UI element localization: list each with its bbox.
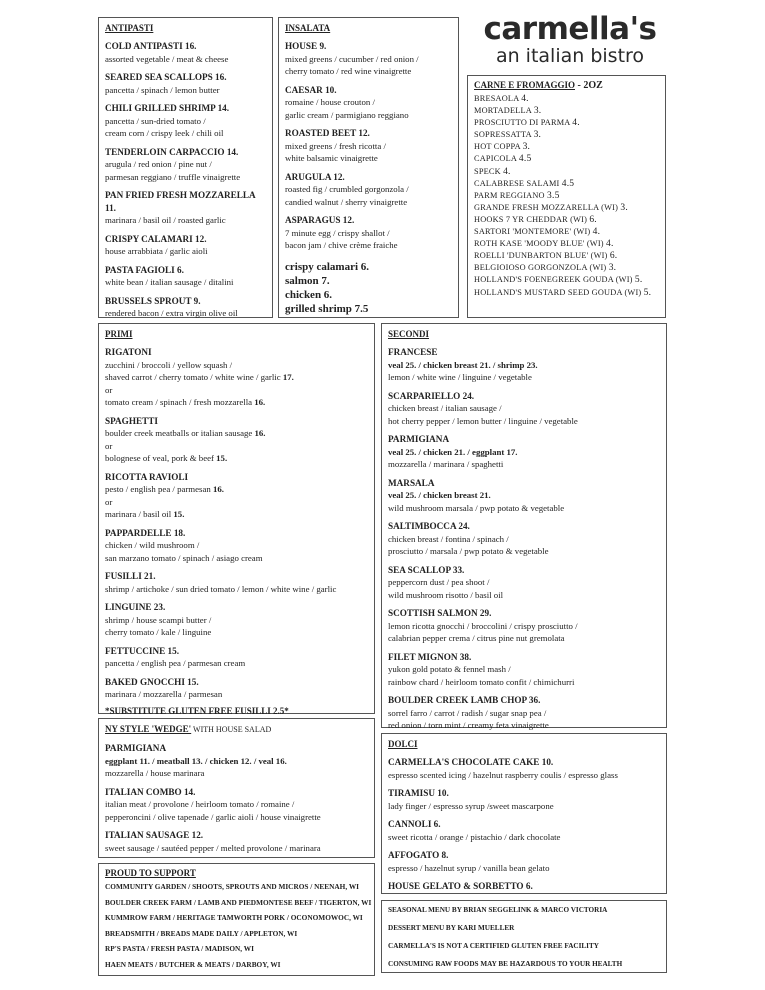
item-description: marinara / basil oil / roasted garlic xyxy=(105,215,226,225)
item-name: RICOTTA RAVIOLI xyxy=(105,471,189,482)
menu-item xyxy=(388,787,660,812)
menu-item xyxy=(388,880,660,893)
item-name: CANNOLI 6. xyxy=(388,819,441,829)
item-name: ARUGULA 12. xyxy=(285,171,345,182)
carne-item xyxy=(474,166,659,178)
item-name: COLD ANTIPASTI 16. xyxy=(105,41,197,51)
item-name: TENDERLOIN CARPACCIO 14. xyxy=(105,146,239,157)
item-name: BAKED GNOCCHI 15. xyxy=(105,676,199,687)
carne-item-price: 6. xyxy=(609,251,618,262)
menu-item xyxy=(105,295,266,320)
item-description: candied walnut / sherry vinaigrette xyxy=(285,196,408,207)
menu-notes xyxy=(388,901,660,973)
item-description xyxy=(105,452,368,465)
item-description: white bean / italian sausage / ditalini xyxy=(105,277,234,287)
menu-item xyxy=(105,742,368,780)
item-description: mozzarella / marinara / spaghetti xyxy=(388,459,504,469)
supplier-line: BOULDER CREEK FARM / LAMB AND PIEDMONTESE BEEF / TIGERTON, WI xyxy=(105,897,372,907)
menu-item xyxy=(285,40,452,78)
carne-item xyxy=(474,202,659,214)
item-name: CHILI GRILLED SHRIMP 14. xyxy=(105,103,230,113)
primi-items xyxy=(105,346,368,701)
item-description: or xyxy=(105,496,113,507)
menu-item xyxy=(105,264,266,289)
menu-item xyxy=(388,390,660,428)
item-name: FILET MIGNON 38. xyxy=(388,651,472,662)
item-description: hot cherry pepper / lemon butter / linguine / vegetable xyxy=(388,415,578,426)
item-description: wild mushroom marsala / pwp potato & vegetable xyxy=(388,502,565,513)
carne-item-name: HOT COPPA xyxy=(474,142,521,152)
carne-item-price: 5. xyxy=(643,287,652,298)
item-description: house arrabbiata / garlic aioli xyxy=(105,246,208,256)
item-price: 15. xyxy=(173,509,185,519)
carne-item-name: CALABRESE SALAMI xyxy=(474,178,560,188)
menu-item xyxy=(105,189,266,227)
section-title: NY STYLE 'WEDGE' xyxy=(105,724,192,734)
section-title: PRIMI xyxy=(105,329,133,339)
carne-item xyxy=(474,287,659,299)
item-prices: veal 25. / chicken 21. / eggplant 17. xyxy=(388,446,518,457)
carne-item-price: 3. xyxy=(620,202,628,213)
carne-item-name: SARTORI 'MONTEMORE' (WI) xyxy=(474,227,591,237)
menu-item xyxy=(285,171,452,209)
carne-item-price: 3. xyxy=(533,130,542,141)
menu-item xyxy=(105,40,266,65)
carne-item-price: 3. xyxy=(522,142,531,153)
carne-item-price: 4. xyxy=(503,166,511,177)
salad-addons xyxy=(285,260,452,316)
item-name: PAN FRIED FRESH MOZZARELLA 11. xyxy=(105,190,256,213)
carne-item-name: BELGIOIOSO GORGONZOLA (WI) xyxy=(474,263,607,273)
carne-item-price: 4. xyxy=(572,118,580,129)
item-description: italian meat / provolone / heirloom tomato / romaine / xyxy=(105,799,295,809)
item-description: cherry tomato / red wine vinaigrette xyxy=(285,66,412,76)
menu-item xyxy=(105,676,368,701)
dolci-section xyxy=(381,733,667,894)
description-text: bolognese of veal, pork & beef xyxy=(105,453,217,463)
item-description: san marzano tomato / spinach / asiago cream xyxy=(105,552,263,563)
item-name: PARMIGIANA xyxy=(105,743,167,753)
item-description: wild mushroom risotto / basil oil xyxy=(388,589,504,600)
item-name: FUSILLI 21. xyxy=(105,571,156,581)
item-description: pepperoncini / olive tapenade / garlic aioli / house vinaigrette xyxy=(105,811,321,822)
carne-item xyxy=(474,141,659,153)
menu-item xyxy=(105,71,266,96)
carne-item xyxy=(474,178,659,190)
item-description: white balsamic vinaigrette xyxy=(285,153,378,163)
item-description: rendered bacon / extra virgin olive oil xyxy=(105,308,238,318)
item-description: assorted vegetable / meat & cheese xyxy=(105,53,229,64)
item-description: mixed greens / cucumber / red onion / xyxy=(285,53,419,64)
note-line: DESSERT MENU BY KARI MUELLER xyxy=(388,924,515,932)
item-description: rainbow chard / heirloom tomato confit / chimichurri xyxy=(388,676,575,687)
carne-fromaggio-section xyxy=(467,75,666,318)
item-description: lemon / white wine / linguine / vegetable xyxy=(388,372,532,382)
menu-item xyxy=(388,756,660,781)
carne-item xyxy=(474,117,659,129)
menu-item xyxy=(285,127,452,165)
item-description: mixed greens / fresh ricotta / xyxy=(285,140,386,151)
carne-item-price: 5. xyxy=(634,275,643,286)
item-name: MARSALA xyxy=(388,477,435,488)
item-name: SCOTTISH SALMON 29. xyxy=(388,608,492,618)
item-description xyxy=(105,427,368,440)
carne-item xyxy=(474,214,659,226)
description-text: tomato cream / spinach / fresh mozzarella xyxy=(105,397,255,407)
menu-item xyxy=(285,84,452,122)
item-name: PASTA FAGIOLI 6. xyxy=(105,264,184,275)
carne-item-name: HOOKS 7 YR CHEDDAR (WI) xyxy=(474,214,588,224)
carne-item xyxy=(474,129,659,141)
item-description: parmesan reggiano / truffle vinaigrette xyxy=(105,171,241,182)
section-subtitle: WITH HOUSE SALAD xyxy=(191,725,272,734)
salad-addon: chicken 6. xyxy=(285,288,333,301)
menu-item xyxy=(388,433,660,471)
item-description: cream corn / crispy leek / chili oil xyxy=(105,128,224,138)
item-description: chicken breast / fontina / spinach / xyxy=(388,533,509,544)
item-description: roasted fig / crumbled gorgonzola / xyxy=(285,184,409,194)
menu-item xyxy=(105,601,368,639)
item-description: red onion / torn mint / creamy feta vinaigrette xyxy=(388,720,549,730)
notes-section xyxy=(381,900,667,973)
item-description: cherry tomato / kale / linguine xyxy=(105,627,212,637)
item-description: arugula / red onion / pine nut / xyxy=(105,159,212,169)
carne-item-name: PROSCIUTTO DI PARMA xyxy=(474,118,571,128)
item-description xyxy=(105,396,368,409)
item-description: bacon jam / chive crème fraiche xyxy=(285,240,398,250)
wedge-items xyxy=(105,742,368,854)
antipasti-items xyxy=(105,40,266,320)
menu-item xyxy=(388,520,660,558)
item-prices: veal 25. / chicken breast 21. xyxy=(388,490,491,500)
item-name: BOULDER CREEK LAMB CHOP 36. xyxy=(388,695,541,705)
menu-item xyxy=(105,527,368,565)
dolci-items xyxy=(388,756,660,893)
carne-item xyxy=(474,93,659,105)
item-description xyxy=(105,371,368,384)
menu-item xyxy=(105,415,368,465)
item-name: SPAGHETTI xyxy=(105,415,158,426)
item-description xyxy=(105,508,368,521)
carne-item xyxy=(474,262,659,274)
carne-item-name: GRANDE FRESH MOZZARELLA (WI) xyxy=(474,202,619,212)
section-title: DOLCI xyxy=(388,739,418,749)
item-description: mozzarella / house marinara xyxy=(105,768,205,778)
carne-item-name: HOLLAND'S MUSTARD SEED GOUDA (WI) xyxy=(474,287,642,297)
menu-item xyxy=(388,564,660,602)
menu-item xyxy=(105,570,368,595)
item-description: shrimp / house scampi butter / xyxy=(105,614,212,625)
item-name: ITALIAN COMBO 14. xyxy=(105,786,196,797)
menu-item xyxy=(388,849,660,874)
section-title: INSALATA xyxy=(285,23,331,33)
menu-item xyxy=(105,233,266,258)
salad-addon: grilled shrimp 7.5 xyxy=(285,302,369,315)
carne-item xyxy=(474,190,659,202)
insalata-items xyxy=(285,40,452,252)
item-name: PAPPARDELLE 18. xyxy=(105,527,186,538)
item-description: calabrian pepper crema / citrus pine nut gremolata xyxy=(388,633,565,643)
description-text: marinara / basil oil xyxy=(105,509,174,519)
item-description: sorrel farro / carrot / radish / sugar snap pea / xyxy=(388,707,547,718)
item-name: CAESAR 10. xyxy=(285,84,337,95)
description-text: shaved carrot / cherry tomato / white wine / garlic xyxy=(105,372,283,382)
item-name: FRANCESE xyxy=(388,347,438,357)
carne-item-price: 4. xyxy=(606,239,614,250)
item-description: espresso scented icing / hazelnut raspberry coulis / espresso glass xyxy=(388,769,618,780)
item-description: or xyxy=(105,440,113,451)
note-line: SEASONAL MENU BY BRIAN SEGGELINK & MARCO VICTORIA xyxy=(388,906,608,914)
primi-section xyxy=(98,323,375,714)
menu-item xyxy=(388,694,660,732)
carne-item xyxy=(474,226,659,238)
item-price: 15. xyxy=(216,453,228,463)
salad-addon: salmon 7. xyxy=(285,274,330,287)
description-text: pesto / english pea / parmesan xyxy=(105,484,213,494)
wedge-section xyxy=(98,718,375,858)
section-title: CARNE E FROMAGGIO xyxy=(474,80,575,90)
menu-item xyxy=(388,607,660,645)
logo-name: carmella's xyxy=(483,11,657,47)
item-description: prosciutto / marsala / pwp potato & vegetable xyxy=(388,546,549,556)
item-description: chicken / wild mushroom / xyxy=(105,540,200,550)
supplier-line: HAEN MEATS / BUTCHER & MEATS / DARBOY, WI xyxy=(105,959,281,969)
carne-item xyxy=(474,105,659,117)
logo-tagline: an italian bistro xyxy=(495,45,645,67)
menu-item xyxy=(388,651,660,689)
item-description: shrimp / artichoke / sun dried tomato / lemon / white wine / garlic xyxy=(105,583,337,594)
description-text: boulder creek meatballs or italian sausage xyxy=(105,428,255,438)
supplier-list xyxy=(105,879,372,972)
item-description: peppercorn dust / pea shoot / xyxy=(388,577,490,587)
item-description: 7 minute egg / crispy shallot / xyxy=(285,227,390,238)
carne-item-price: 3.5 xyxy=(547,190,560,201)
carne-item-price: 4. xyxy=(521,94,529,104)
menu-item xyxy=(105,146,266,184)
menu-item xyxy=(285,214,452,252)
menu-item xyxy=(388,477,660,515)
item-description: or xyxy=(105,384,113,395)
carne-item-name: PARM REGGIANO xyxy=(474,190,545,200)
carne-item-price: 6. xyxy=(589,214,597,225)
menu-item xyxy=(105,786,368,824)
item-name: SEA SCALLOP 33. xyxy=(388,564,465,575)
carne-item-price: 4.5 xyxy=(561,178,575,189)
item-description: chicken breast / italian sausage / xyxy=(388,403,502,413)
menu-item xyxy=(105,346,368,409)
secondi-section xyxy=(381,323,667,728)
section-title: SECONDI xyxy=(388,329,430,339)
antipasti-section xyxy=(98,17,273,318)
carne-item-price: 3. xyxy=(533,106,542,117)
item-description: lemon ricotta gnocchi / broccolini / crispy prosciutto / xyxy=(388,620,578,631)
carne-item xyxy=(474,250,659,262)
menu-item xyxy=(105,102,266,140)
item-description: zucchini / broccoli / yellow squash / xyxy=(105,359,233,370)
section-title: ANTIPASTI xyxy=(105,23,154,33)
gluten-free-note: *SUBSTITUTE GLUTEN FREE FUSILLI 2.5* xyxy=(105,705,289,716)
menu-item xyxy=(388,818,660,843)
carne-item xyxy=(474,238,659,250)
supplier-line: KUMMROW FARM / HERITAGE TAMWORTH PORK / OCONOMOWOC, WI xyxy=(105,913,363,922)
item-name: PARMIGIANA xyxy=(388,434,450,444)
restaurant-logo xyxy=(470,12,670,66)
item-name: SALTIMBOCCA 24. xyxy=(388,521,470,531)
item-description: sweet sausage / sautéed pepper / melted provolone / marinara xyxy=(105,842,321,853)
item-description: romaine / house crouton / xyxy=(285,97,375,107)
item-name: TIRAMISU 10. xyxy=(388,788,449,798)
item-description: garlic cream / parmigiano reggiano xyxy=(285,109,409,120)
menu-item xyxy=(388,346,660,384)
supplier-line: RP'S PASTA / FRESH PASTA / MADISON, WI xyxy=(105,944,254,953)
item-prices: veal 25. / chicken breast 21. / shrimp 23. xyxy=(388,359,538,370)
supplier-line: BREADSMITH / BREADS MADE DAILY / APPLETON, WI xyxy=(105,928,298,938)
carne-item-price: 4.5 xyxy=(518,154,532,165)
item-name: HOUSE GELATO & SORBETTO 6. xyxy=(388,881,533,891)
carne-item-name: BRESAOLA xyxy=(474,94,519,103)
item-description: espresso / hazelnut syrup / vanilla bean gelato xyxy=(388,862,550,873)
carne-item-name: MORTADELLA xyxy=(474,106,532,116)
item-name: ASPARAGUS 12. xyxy=(285,215,355,225)
item-name: CARMELLA'S CHOCOLATE CAKE 10. xyxy=(388,757,554,767)
item-name: AFFOGATO 8. xyxy=(388,850,449,860)
item-name: BRUSSELS SPROUT 9. xyxy=(105,295,201,306)
item-description: pancetta / sun-dried tomato / xyxy=(105,115,206,126)
item-price: 16. xyxy=(254,397,266,407)
item-description: yukon gold potato & fennel mash / xyxy=(388,664,511,674)
item-name: ROASTED BEET 12. xyxy=(285,128,370,138)
carne-item-name: HOLLAND'S FOENEGREEK GOUDA (WI) xyxy=(474,275,633,285)
carne-item-name: ROELLI 'DUNBARTON BLUE' (WI) xyxy=(474,251,608,261)
menu-item xyxy=(105,645,368,670)
item-name: FETTUCCINE 15. xyxy=(105,645,180,656)
note-line: CONSUMING RAW FOODS MAY BE HAZARDOUS TO YOUR HEALTH xyxy=(388,960,623,968)
item-description xyxy=(105,483,368,496)
cheese-meat-list xyxy=(474,93,659,299)
item-name: RIGATONI xyxy=(105,347,152,357)
carne-item-name: CAPICOLA xyxy=(474,154,517,164)
item-description: pancetta / english pea / parmesan cream xyxy=(105,658,246,668)
menu-item xyxy=(105,829,368,854)
item-price: 16. xyxy=(254,428,266,438)
carne-item xyxy=(474,153,659,165)
item-name: LINGUINE 23. xyxy=(105,602,166,612)
item-price: 17. xyxy=(282,372,294,382)
carne-item-price: 3. xyxy=(608,263,617,274)
item-name: SEARED SEA SCALLOPS 16. xyxy=(105,72,227,82)
item-price: 16. xyxy=(212,484,224,494)
item-description: sweet ricotta / orange / pistachio / dark chocolate xyxy=(388,831,561,842)
secondi-items xyxy=(388,346,660,732)
item-name: HOUSE 9. xyxy=(285,41,327,51)
supplier-line: COMMUNITY GARDEN / SHOOTS, SPROUTS AND MICROS / NEENAH, WI xyxy=(105,882,360,891)
item-name: SCARPARIELLO 24. xyxy=(388,390,475,401)
proud-to-support-section xyxy=(98,863,375,976)
carne-item-name: SPECK xyxy=(474,166,501,176)
section-title: PROUD TO SUPPORT xyxy=(105,868,196,878)
item-description: lady finger / espresso syrup /sweet mascarpone xyxy=(388,800,554,811)
carne-item xyxy=(474,274,659,286)
item-prices: eggplant 11. / meatball 13. / chicken 12. / veal 16. xyxy=(105,755,287,766)
item-name: CRISPY CALAMARI 12. xyxy=(105,233,207,244)
salad-addon: crispy calamari 6. xyxy=(285,260,370,273)
item-description: marinara / mozzarella / parmesan xyxy=(105,689,223,699)
item-name: ITALIAN SAUSAGE 12. xyxy=(105,830,204,840)
carne-item-name: SOPRESSATTA xyxy=(474,130,532,140)
section-title-suffix: - 2OZ xyxy=(575,80,603,91)
insalata-section xyxy=(278,17,459,318)
item-description: pancetta / spinach / lemon butter xyxy=(105,84,220,95)
carne-item-price: 4. xyxy=(592,227,601,238)
carne-item-name: ROTH KASE 'MOODY BLUE' (WI) xyxy=(474,239,604,249)
note-line: CARMELLA'S IS NOT A CERTIFIED GLUTEN FREE FACILITY xyxy=(388,942,599,950)
menu-item xyxy=(105,471,368,521)
